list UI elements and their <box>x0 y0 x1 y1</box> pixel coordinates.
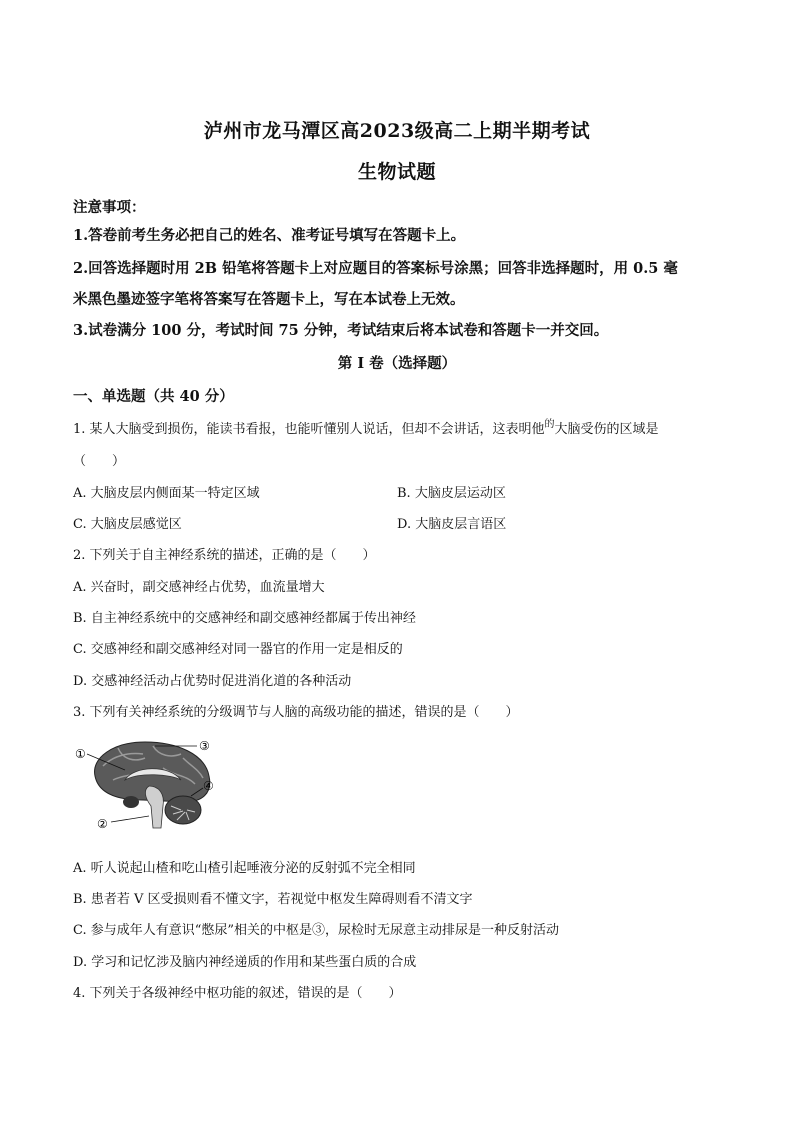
label-3: ③ <box>199 739 210 753</box>
question-1-option-d: D. 大脑皮层言语区 <box>397 517 507 532</box>
notes-heading: 注意事项： <box>73 199 146 216</box>
question-3-option-c: C. 参与成年人有意识“憋尿”相关的中枢是③，尿检时无尿意主动排尿是一种反射活动 <box>73 923 560 938</box>
label-4: ④ <box>203 779 214 793</box>
section-heading: 一、单选题（共 40 分） <box>73 388 234 405</box>
question-1-stem <box>73 421 659 440</box>
question-2-option-c: C. 交感神经和副交感神经对同一器官的作用一定是相反的 <box>73 642 403 657</box>
question-1-stem-a: 1. 某人大脑受到损伤，能读书看报，也能听懂别人说话，但却不会讲话，这表明他 <box>73 422 545 437</box>
label-2: ② <box>97 817 108 831</box>
question-1-option-b: B. 大脑皮层运动区 <box>397 486 506 501</box>
hypothalamus-shape <box>123 796 139 808</box>
note-item-2-line-1: 2.回答选择题时用 2B 铅笔将答题卡上对应题目的答案标号涂黑；回答非选择题时，用 0.5 毫 <box>73 260 678 277</box>
volume-heading: 第 I 卷（选择题） <box>337 355 457 372</box>
exam-subject: 生物试题 <box>357 161 436 183</box>
label-1: ① <box>75 747 86 761</box>
question-4-stem: 4. 下列关于各级神经中枢功能的叙述，错误的是（ ） <box>73 986 402 1001</box>
note-item-2-line-2: 米黑色墨迹签字笔将答案写在答题卡上，写在本试卷上无效。 <box>73 291 465 308</box>
question-2-option-b: B. 自主神经系统中的交感神经和副交感神经都属于传出神经 <box>73 611 416 626</box>
note-item-3: 3.试卷满分 100 分，考试时间 75 分钟，考试结束后将本试卷和答题卡一并交回。 <box>73 322 609 339</box>
note-item-1: 1.答卷前考生务必把自己的姓名、准考证号填写在答题卡上。 <box>73 227 466 244</box>
question-1-option-a: A. 大脑皮层内侧面某一特定区域 <box>73 486 260 501</box>
question-2-option-d: D. 交感神经活动占优势时促进消化道的各种活动 <box>73 674 352 689</box>
question-2-option-a: A. 兴奋时，副交感神经占优势，血流量增大 <box>73 580 325 595</box>
brainstem-shape <box>145 786 163 828</box>
question-3-stem: 3. 下列有关神经系统的分级调节与人脑的高级功能的描述，错误的是（ ） <box>73 705 519 720</box>
question-2-stem: 2. 下列关于自主神经系统的描述，正确的是（ ） <box>73 548 376 563</box>
question-1-stem-superscript: 的 <box>544 419 555 430</box>
question-3-option-d: D. 学习和记忆涉及脑内神经递质的作用和某些蛋白质的合成 <box>73 955 417 970</box>
cerebellum-shape <box>165 796 201 824</box>
question-1-stem-line-2: （ ） <box>73 454 126 469</box>
brain-diagram <box>73 736 223 836</box>
question-1-stem-b: 大脑受伤的区域是 <box>554 422 659 437</box>
label-2-leader <box>111 816 149 822</box>
question-3-option-a: A. 听人说起山楂和吃山楂引起唾液分泌的反射弧不完全相同 <box>73 861 416 876</box>
question-1-option-c: C. 大脑皮层感觉区 <box>73 517 182 532</box>
exam-title: 泸州市龙马潭区高2023级高二上期半期考试 <box>203 120 591 142</box>
question-3-option-b: B. 患者若 V 区受损则看不懂文字，若视觉中枢发生障碍则看不清文字 <box>73 892 473 907</box>
